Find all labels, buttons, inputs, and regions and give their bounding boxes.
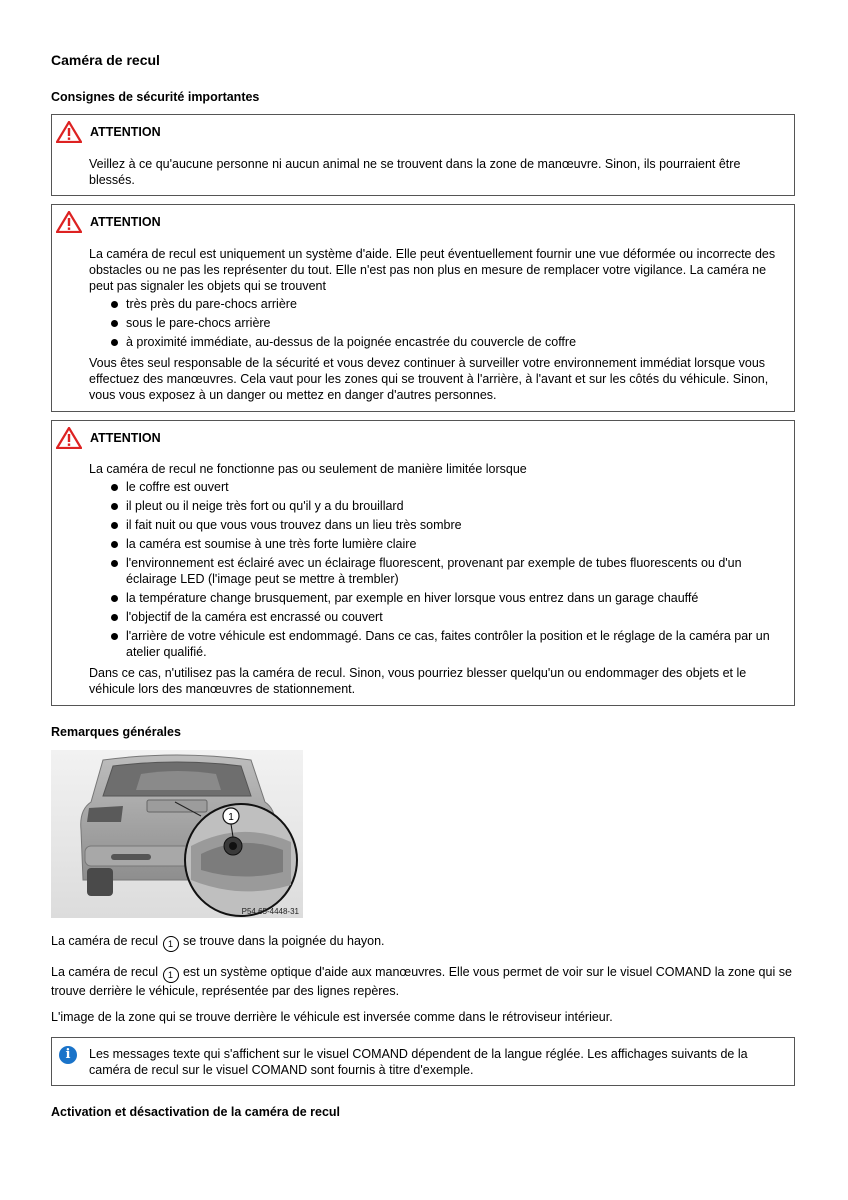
list-item: l'objectif de la caméra est encrassé ou couvert: [89, 609, 786, 625]
list-item: très près du pare-chocs arrière: [89, 296, 786, 312]
section-heading-general: Remarques générales: [51, 725, 181, 739]
info-box: [51, 1037, 795, 1086]
section-heading-safety: Consignes de sécurité importantes: [51, 90, 260, 104]
warning-header: [56, 427, 161, 449]
list-item: sous le pare-chocs arrière: [89, 315, 786, 331]
list-item: l'arrière de votre véhicule est endommagé. Dans ce cas, faites contrôler la position et le réglage de la caméra par un atelier qualifié.: [89, 628, 786, 660]
list-item: la température change brusquement, par exemple en hiver lorsque vous entrez dans un garage chauffé: [89, 590, 786, 606]
vehicle-rear-image: [51, 750, 303, 918]
warning-intro: La caméra de recul est uniquement un système d'aide. Elle peut éventuellement fournir une vue déformée ou incorrecte des obstacles ou ne pas les représenter du tout. Elle n'est pas non plus en mesure de remplacer votre vigilance. La caméra ne peut pas signaler les objets qui se trouvent: [89, 247, 776, 293]
figure-code: P54.65-4448-31: [241, 907, 299, 916]
text-fragment: La caméra de recul: [51, 934, 159, 948]
warning-label: ATTENTION: [90, 215, 161, 229]
paragraph-camera-function: [51, 964, 795, 999]
section-heading-activation: Activation et désactivation de la caméra de recul: [51, 1105, 341, 1119]
warning-box-2: [51, 204, 795, 412]
text-fragment: se trouve dans la poignée du hayon.: [182, 934, 385, 948]
callout-1-icon: 1: [163, 936, 179, 952]
warning-triangle-icon: [56, 211, 82, 233]
warning-body: [89, 156, 786, 195]
info-icon: i: [59, 1046, 77, 1064]
warning-body: [89, 246, 786, 410]
figure-callout: 1: [228, 812, 234, 823]
info-text: Les messages texte qui s'affichent sur le visuel COMAND dépendent de la langue réglée. Les affichages suivants de la caméra de recul sur le visuel COMAND sont fournis à titre d'exemple.: [89, 1047, 748, 1077]
list-item: la caméra est soumise à une très forte lumière claire: [89, 536, 786, 552]
list-item: l'environnement est éclairé avec un éclairage fluorescent, provenant par exemple de tubes fluorescents ou d'un éclairage LED (l'image peut se mettre à trembler): [89, 555, 786, 587]
warning-triangle-icon: [56, 427, 82, 449]
callout-1-icon: 1: [163, 967, 179, 983]
warning-outro: Dans ce cas, n'utilisez pas la caméra de recul. Sinon, vous pourriez blesser quelqu'un ou endommager des objets et le véhicule lors des manœuvres de stationnement.: [89, 666, 747, 696]
text-fragment: est un système optique d'aide aux manœuvres. Elle vous permet de voir sur le visuel COMAND la zone qui se trouve derrière le véhicule, représentée par des lignes repères.: [51, 965, 792, 998]
warning-intro: La caméra de recul ne fonctionne pas ou seulement de manière limitée lorsque: [89, 462, 527, 476]
warning-box-1: [51, 114, 795, 196]
warning-outro: Vous êtes seul responsable de la sécurité et vous devez continuer à surveiller votre environnement immédiat lorsque vous effectuez des manœuvres. Cela vaut pour les zones qui se trouvent à l'arrière, à l'avant et sur les côtés du véhicule. Sinon, vous vous exposez à un danger ou mettez en danger d'autres personnes.: [89, 356, 769, 402]
paragraph-image-inverted: L'image de la zone qui se trouve derrière le véhicule est inversée comme dans le rétroviseur intérieur.: [51, 1010, 613, 1024]
text-fragment: La caméra de recul: [51, 965, 159, 979]
list-item: il pleut ou il neige très fort ou qu'il y a du brouillard: [89, 498, 786, 514]
warning-bullet-list: [89, 479, 786, 660]
list-item: à proximité immédiate, au-dessus de la poignée encastrée du couvercle de coffre: [89, 334, 786, 350]
list-item: il fait nuit ou que vous vous trouvez dans un lieu très sombre: [89, 517, 786, 533]
warning-bullet-list: [89, 296, 786, 350]
page-title: Caméra de recul: [51, 52, 160, 68]
warning-body: [89, 461, 786, 704]
paragraph-camera-location: [51, 933, 795, 952]
rear-camera-illustration: [51, 750, 303, 918]
warning-box-3: [51, 420, 795, 706]
warning-text: Veillez à ce qu'aucune personne ni aucun animal ne se trouvent dans la zone de manœuvre. Sinon, ils pourraient être blessés.: [89, 157, 741, 187]
list-item: le coffre est ouvert: [89, 479, 786, 495]
warning-triangle-icon: [56, 121, 82, 143]
warning-label: ATTENTION: [90, 125, 161, 139]
warning-header: [56, 121, 161, 143]
warning-header: [56, 211, 161, 233]
warning-label: ATTENTION: [90, 431, 161, 445]
